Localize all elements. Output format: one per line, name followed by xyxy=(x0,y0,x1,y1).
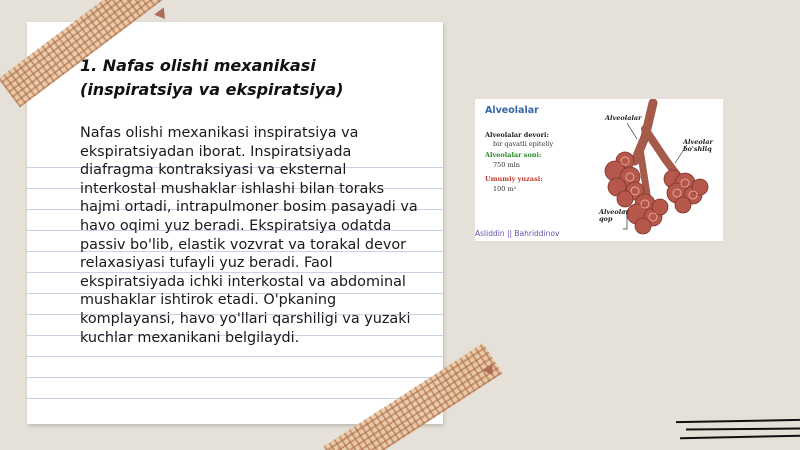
label-alveolar-qop-line2: qop xyxy=(599,215,613,223)
tape-corner-top xyxy=(154,7,170,22)
slide-title xyxy=(80,54,430,102)
count-label: Alveolalar soni: xyxy=(485,151,542,159)
label-alveolalar: Alveolalar xyxy=(605,114,642,122)
wall-value: bir qavatli epiteliy xyxy=(493,140,554,148)
figure-credit: Asliddin || Bahriddinov xyxy=(475,229,560,238)
label-alveolar-qop xyxy=(599,209,629,223)
area-label: Umumiy yuzasi: xyxy=(485,175,543,183)
slide-title-line1: 1. Nafas olishi mexanikasi xyxy=(80,56,316,75)
figure-title: Alveolalar xyxy=(485,105,539,116)
alveoli-figure xyxy=(475,99,723,241)
decor-line-1 xyxy=(676,419,800,423)
label-alveolar-qop-line1: Alveolar xyxy=(599,208,629,216)
label-alveolar-bosliq-line2: bo'shliq xyxy=(683,145,712,153)
slide-title-line2: (inspiratsiya va ekspiratsiya) xyxy=(80,80,344,99)
wall-label: Alveolalar devori: xyxy=(485,131,549,139)
decor-line-2 xyxy=(686,428,800,431)
area-value: 100 m² xyxy=(493,185,517,193)
slide-body-text: Nafas olishi mexanikasi inspiratsiya va ekspiratsiyadan iborat. Inspiratsiyada diafragma kontraksiyasi va eksternal interkostal mushaklar ishlashi bilan toraks hajmi ortadi, intrapulmoner bosim pasayadi va havo oqimi yuz beradi. Ekspiratsiya odatda passiv bo'lib, elastik vozvrat va torakal devor relaxasiyasi tufayli yuz beradi. Faol ekspiratsiyada ichki interkostal va abdominal mushaklar ishtirok etadi. O'pkaning komplayansi, havo yo'llari qarshiligi va yuzaki kuchlar mexanikani belgilaydi. xyxy=(80,125,418,346)
decor-line-3 xyxy=(680,435,800,440)
label-alveolar-bosliq-line1: Alveolar xyxy=(683,138,713,146)
label-alveolar-bosliq xyxy=(683,139,713,153)
count-value: 750 mln xyxy=(493,161,520,169)
